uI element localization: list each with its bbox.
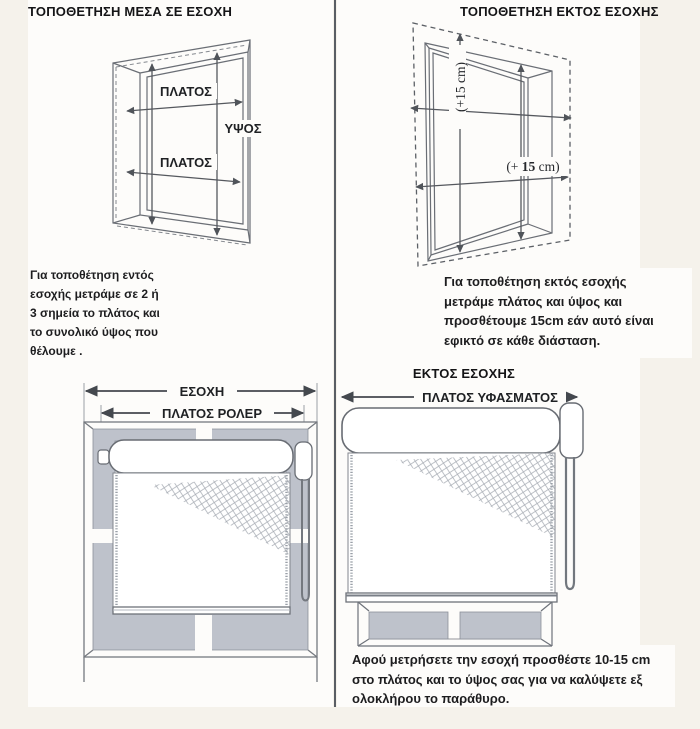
text-line: Για τοποθέτηση εντός [30,268,154,282]
recess-width-label [167,382,237,399]
text-line: μετράμε πλάτος και ύψος και [444,293,623,309]
width-bottom-label [155,154,217,170]
window-sill [358,602,552,646]
roller-right-bracket [295,442,312,480]
bottom-bar [113,607,290,614]
outside-recess-bottom-title: ΕΚΤΟΣ ΕΣΟΧΗΣ [412,366,516,381]
text-line: εφικτό σε κάθε διάσταση. [444,332,601,348]
roller-inside-recess-diagram [62,372,324,702]
outside-recess-bottom-instructions [352,650,650,709]
roller-tube [109,440,293,473]
text-line: θέλουμε . [30,344,83,358]
width-top-label [155,83,217,99]
outside-recess-instructions [444,272,654,350]
text-line: το συνολικό ύψος που [30,325,158,339]
svg-text:(+15 cm): (+15 cm) [453,62,468,112]
bottom-bar [346,593,557,602]
roller-right-bracket [560,403,583,458]
roller-outside-recess-diagram [338,363,594,655]
text-line: Για τοποθέτηση εκτός εσοχής [444,274,627,289]
inside-recess-title: ΤΟΠΟΘΕΤΗΣΗ ΜΕΣΑ ΣΕ ΕΣΟΧΗ [28,4,233,19]
svg-text:ΠΛΑΤΟΣ ΡΟΛΕΡ: ΠΛΑΤΟΣ ΡΟΛΕΡ [161,406,263,421]
text-line: ολοκλήρου το παράθυρο. [352,691,510,706]
outside-recess-window-diagram [395,18,645,273]
text-line: Αφού μετρήσετε την εσοχή προσθέστε 10-15 cm [352,652,651,667]
svg-text:ΠΛΑΤΟΣ: ΠΛΑΤΟΣ [160,84,212,99]
height-label [221,120,265,137]
inside-recess-window-diagram [85,30,335,265]
pull-chain [566,457,574,589]
inside-recess-instructions [30,266,160,361]
svg-text:ΥΨΟΣ: ΥΨΟΣ [224,121,262,136]
outside-recess-title: ΤΟΠΟΘΕΤΗΣΗ ΕΚΤΟΣ ΕΣΟΧΗΣ [460,4,659,19]
width-extra-label [499,157,567,176]
svg-text:ΠΛΑΤΟΣ: ΠΛΑΤΟΣ [160,155,212,170]
svg-text:(+ 15 cm): (+ 15 cm) [506,159,560,174]
extended-outline-dashed [413,23,570,266]
roller-width-label [150,404,274,421]
text-line: εσοχής μετράμε σε 2 ή [30,287,159,301]
dimension-arrows [127,53,242,235]
window-recess-frame-lines [113,40,250,243]
svg-text:ΠΛΑΤΟΣ ΥΦΑΣΜΑΤΟΣ: ΠΛΑΤΟΣ ΥΦΑΣΜΑΤΟΣ [422,390,558,405]
height-extra-label [449,45,468,129]
roller-left-bracket [98,450,109,464]
text-line: 3 σημεία το πλάτος και [30,306,160,320]
svg-text:ΕΣΟΧΗ: ΕΣΟΧΗ [179,384,225,399]
fabric-width-label [414,388,566,406]
text-line: προσθέτουμε 15cm εάν αυτό είναι [444,313,654,328]
text-line: στο πλάτος και το ύψος σας για να καλύψετε εξ [352,671,643,687]
roller-tube [342,408,560,453]
window-frame-lines [425,43,552,261]
